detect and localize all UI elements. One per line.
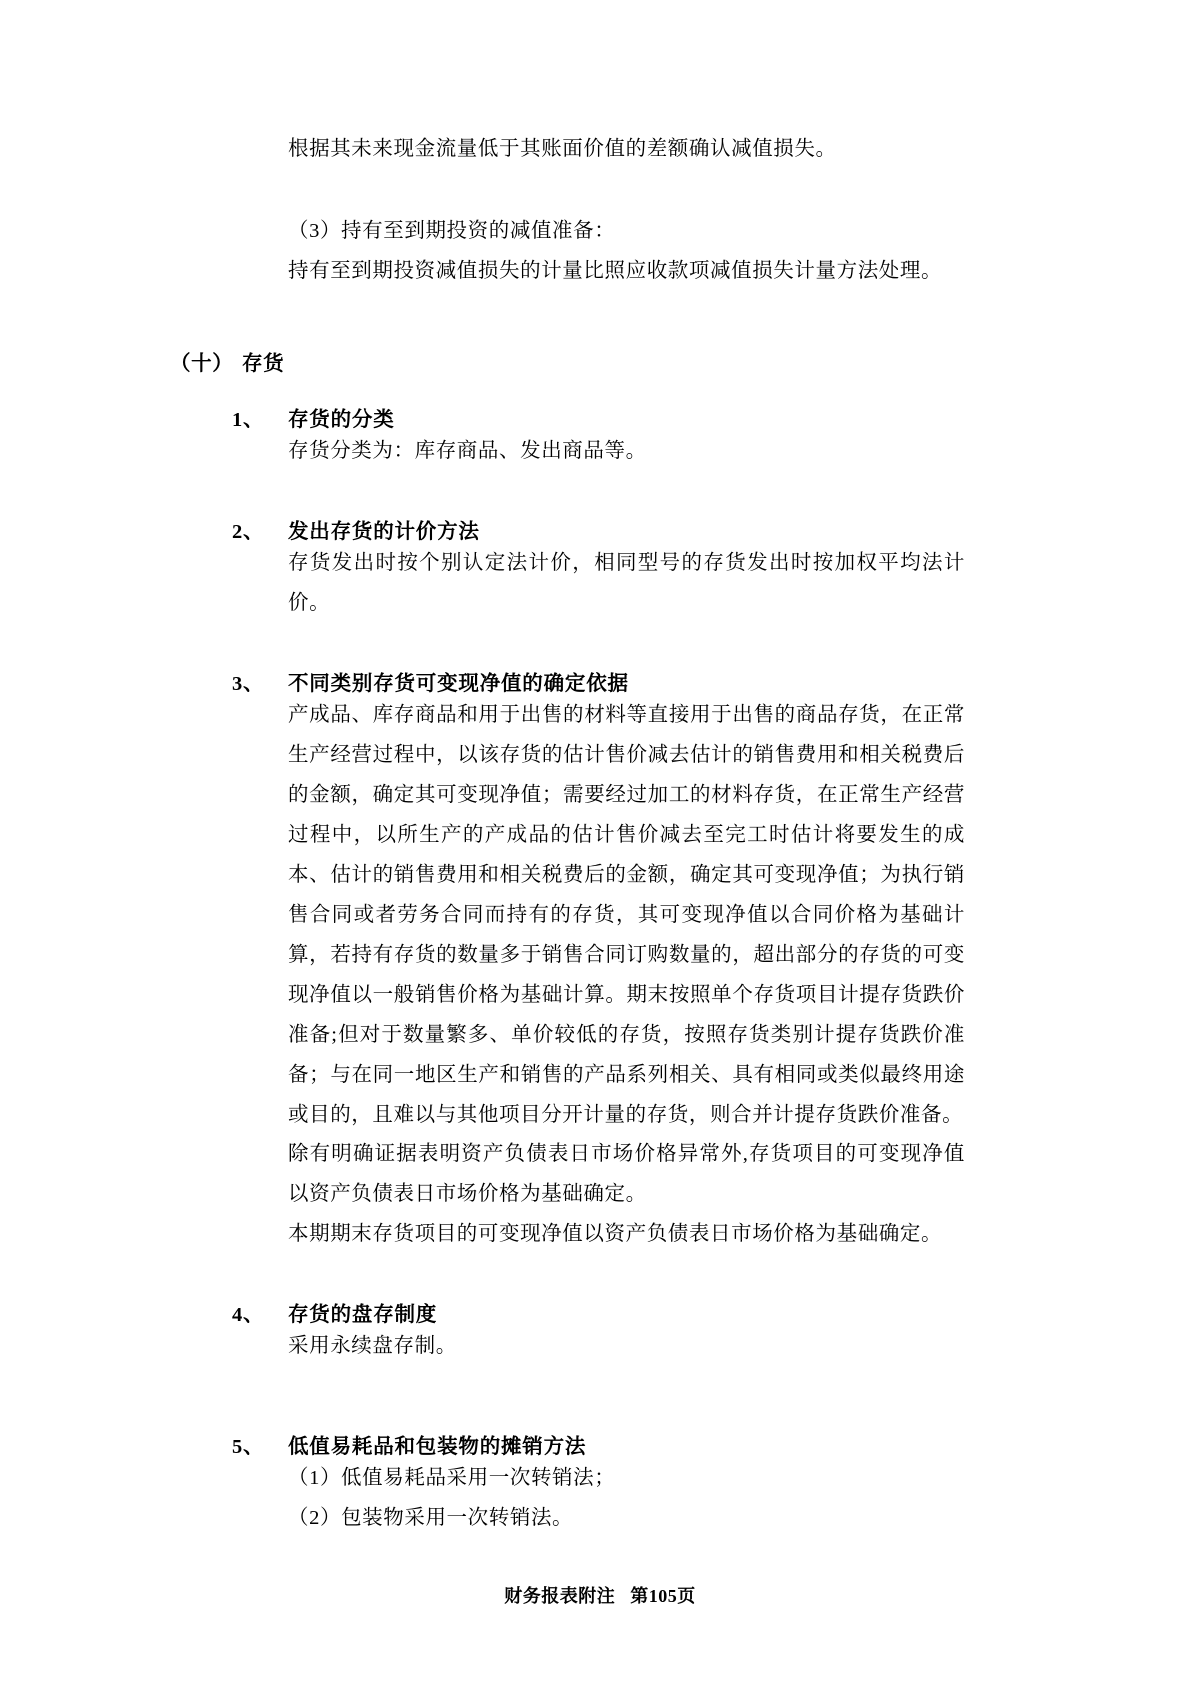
spacer: [170, 624, 965, 666]
paragraph: 存货发出时按个别认定法计价，相同型号的存货发出时按加权平均法计价。: [288, 551, 965, 614]
footer-page-number: 第105页: [630, 1586, 696, 1606]
paragraph: （2）包装物采用一次转销法。: [288, 1507, 574, 1530]
paragraph: 产成品、库存商品和用于出售的材料等直接用于出售的商品存货，在正常生产经营过程中，以该存货的估计售价减去估计的销售费用和相关税费后的金额，确定其可变现净值；需要经过加工的材料存货，在正常生产经营过程中，以所生产的产成品的估计售价减去至完工时估计将要发生的成本、估计的销售费用和相关税费后的金额，确定其可变现净值；为执行销售合同或者劳务合同而持有的存货，其可变现净值以合同价格为基础计算，若持有存货的数量多于销售合同订购数量的，超出部分的存货的可变现净值以一般销售价格为基础计算。期末按照单个存货项目计提存货跌价准备;但对于数量繁多、单价较低的存货，按照存货类别计提存货跌价准备；与在同一地区生产和销售的产品系列相关、具有相同或类似最终用途或目的，且难以与其他项目分开计量的存货，则合并计提存货跌价准备。: [288, 703, 965, 1126]
section-title: 存货: [242, 352, 285, 375]
paragraph: （1）低值易耗品采用一次转销法；: [288, 1467, 616, 1490]
page-footer: [0, 1582, 1200, 1608]
subsection-marker: 2、: [232, 520, 265, 543]
section-marker: （十）: [170, 352, 234, 375]
subsection-title: 发出存货的计价方法: [288, 520, 480, 543]
subsection-3-body: [288, 696, 965, 1256]
spacer: [170, 1255, 965, 1297]
section-heading: [170, 346, 965, 376]
subsection-1-body: [288, 432, 965, 472]
subsection-1-heading: [232, 402, 965, 432]
spacer: [170, 472, 965, 514]
subsection-4-heading: [232, 1297, 965, 1327]
subsection-title: 存货的盘存制度: [288, 1304, 438, 1327]
paragraph: 采用永续盘存制。: [288, 1335, 457, 1358]
subsection-marker: 5、: [232, 1436, 265, 1459]
subsection-title: 存货的分类: [288, 408, 395, 431]
footer-label: 财务报表附注: [504, 1586, 616, 1606]
subsection-marker: 4、: [232, 1304, 265, 1327]
spacer: [170, 292, 965, 346]
subsection-marker: 1、: [232, 408, 265, 431]
paragraph: 除有明确证据表明资产负债表日市场价格异常外,存货项目的可变现净值以资产负债表日市场价格为基础确定。: [288, 1143, 965, 1206]
item3-title: （3）持有至到期投资的减值准备：: [288, 219, 616, 242]
subsection-2-heading: [232, 514, 965, 544]
subsection-title: 低值易耗品和包装物的摊销方法: [288, 1436, 587, 1459]
paragraph: 本期期末存货项目的可变现净值以资产负债表日市场价格为基础确定。: [288, 1223, 943, 1246]
spacer: [170, 1367, 965, 1429]
subsection-5-heading: [232, 1429, 965, 1459]
item3-body: 持有至到期投资减值损失的计量比照应收款项减值损失计量方法处理。: [288, 259, 943, 282]
subsection-marker: 3、: [232, 672, 265, 695]
paragraph: 存货分类为：库存商品、发出商品等。: [288, 439, 647, 462]
subsection-3-heading: [232, 666, 965, 696]
subsection-4-body: [288, 1327, 965, 1367]
top-paragraph: 根据其未来现金流量低于其账面价值的差额确认减值损失。: [288, 138, 837, 160]
spacer: [170, 376, 965, 402]
spacer: [170, 170, 965, 212]
subsection-5-body: [288, 1459, 965, 1539]
subsection-title: 不同类别存货可变现净值的确定依据: [288, 672, 629, 695]
subsection-2-body: [288, 544, 965, 624]
